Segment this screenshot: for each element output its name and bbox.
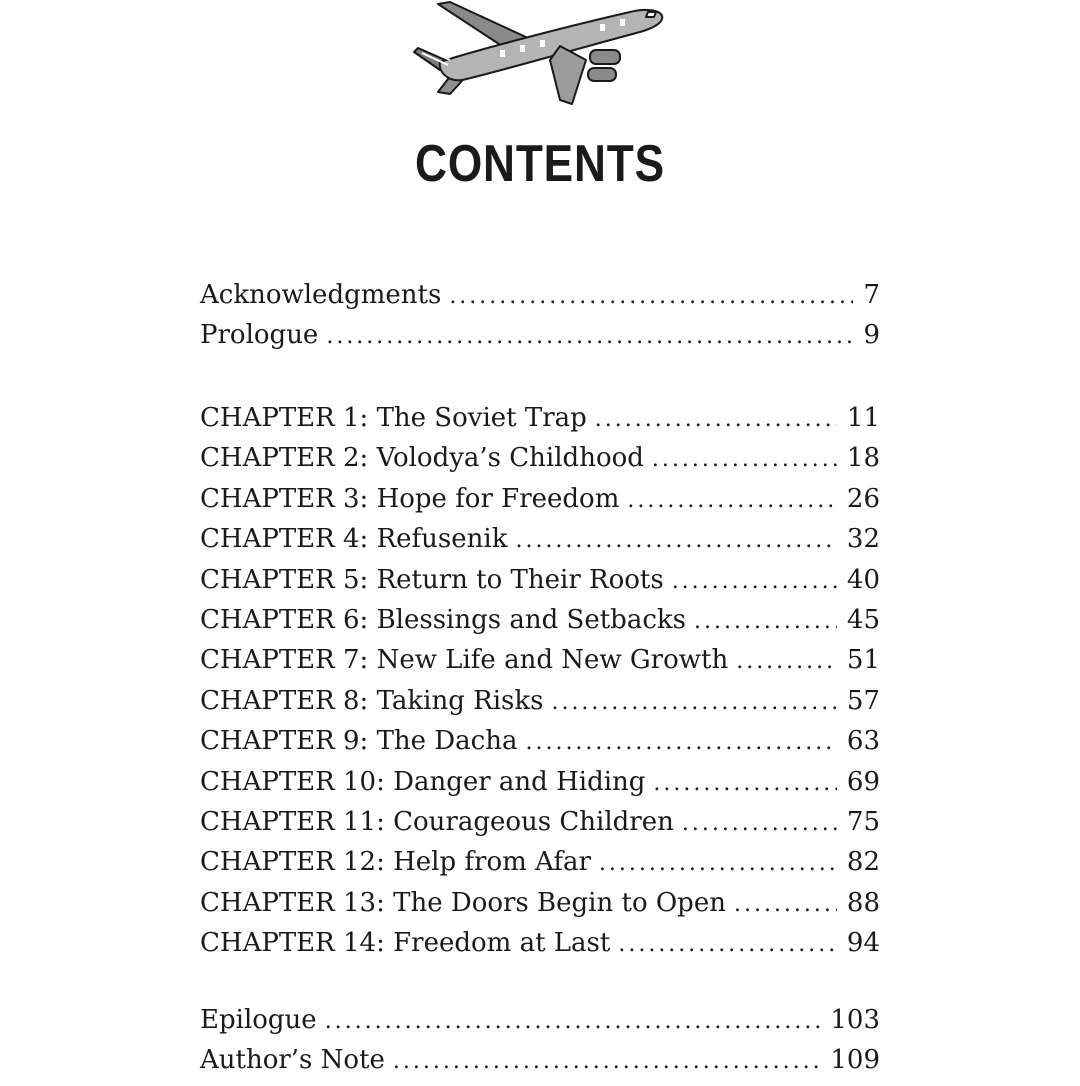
dot-leader xyxy=(618,932,837,957)
toc-entry xyxy=(200,320,880,360)
toc-entry-page: 94 xyxy=(846,928,880,959)
toc-entry-page: 11 xyxy=(846,403,880,433)
toc-entry xyxy=(200,443,880,483)
dot-leader xyxy=(682,811,837,836)
toc-entry-page: 26 xyxy=(846,483,880,514)
toc-entry xyxy=(200,807,880,847)
dot-leader xyxy=(515,528,836,553)
toc-entry-page: 82 xyxy=(846,847,880,878)
toc-entry-label: CHAPTER 11: Courageous Children xyxy=(200,806,674,837)
toc-entry-label: CHAPTER 10: Danger and Hiding xyxy=(200,766,646,797)
toc-entry-page: 75 xyxy=(846,806,880,837)
airplane-icon xyxy=(410,0,670,110)
toc-entry xyxy=(200,645,880,685)
back-matter-list xyxy=(200,1005,880,1086)
page-title: CONTENTS xyxy=(415,135,665,193)
toc-entry xyxy=(200,686,880,726)
toc-entry-page: 7 xyxy=(863,280,880,310)
dot-leader xyxy=(326,324,853,349)
toc-entry-label: CHAPTER 14: Freedom at Last xyxy=(200,928,611,959)
dot-leader xyxy=(551,690,836,715)
toc-entry xyxy=(200,726,880,766)
toc-entry-label: CHAPTER 3: Hope for Freedom xyxy=(200,483,620,514)
toc-entry-label: Author’s Note xyxy=(200,1045,385,1076)
front-matter-list xyxy=(200,280,880,361)
toc-entry-label: CHAPTER 13: The Doors Begin to Open xyxy=(200,887,726,918)
toc-entry xyxy=(200,403,880,443)
toc-entry xyxy=(200,847,880,887)
dot-leader xyxy=(653,771,836,796)
toc-entry-page: 103 xyxy=(830,1005,880,1035)
toc-entry xyxy=(200,484,880,524)
toc-entry-page: 18 xyxy=(846,443,880,474)
toc-entry xyxy=(200,767,880,807)
dot-leader xyxy=(672,569,837,594)
toc-entry-page: 40 xyxy=(846,564,880,595)
toc-entry-label: Acknowledgments xyxy=(200,280,442,310)
dot-leader xyxy=(734,892,837,917)
toc-entry-label: CHAPTER 8: Taking Risks xyxy=(200,685,544,716)
dot-leader xyxy=(525,730,836,755)
toc-entry-page: 63 xyxy=(846,726,880,757)
toc-entry-label: CHAPTER 7: New Life and New Growth xyxy=(200,645,729,676)
toc-entry xyxy=(200,1005,880,1045)
toc-entry-label: CHAPTER 5: Return to Their Roots xyxy=(200,564,664,595)
dot-leader xyxy=(325,1009,821,1034)
toc-entry xyxy=(200,524,880,564)
toc-entry-page: 69 xyxy=(846,766,880,797)
toc-entry-label: CHAPTER 9: The Dacha xyxy=(200,726,518,757)
toc-entry-page: 109 xyxy=(830,1045,880,1076)
toc-entry-label: Epilogue xyxy=(200,1005,317,1035)
chapter-list xyxy=(200,403,880,968)
toc-entry-page: 57 xyxy=(846,685,880,716)
dot-leader xyxy=(652,447,837,472)
toc-entry xyxy=(200,928,880,968)
toc-entry xyxy=(200,888,880,928)
toc-entry-label: CHAPTER 12: Help from Afar xyxy=(200,847,591,878)
dot-leader xyxy=(694,609,837,634)
toc-entry-page: 9 xyxy=(863,320,880,351)
toc-entry-label: Prologue xyxy=(200,320,319,351)
toc-entry xyxy=(200,280,880,320)
toc-entry xyxy=(200,565,880,605)
toc-entry-label: CHAPTER 4: Refusenik xyxy=(200,524,508,555)
toc-entry-label: CHAPTER 1: The Soviet Trap xyxy=(200,403,587,433)
dot-leader xyxy=(627,488,837,513)
dot-leader xyxy=(595,407,837,432)
toc-entry-page: 45 xyxy=(846,604,880,635)
dot-leader xyxy=(449,284,853,309)
toc-entry-label: CHAPTER 6: Blessings and Setbacks xyxy=(200,604,686,635)
dot-leader xyxy=(393,1049,820,1074)
toc-entry-label: CHAPTER 2: Volodya’s Childhood xyxy=(200,443,644,474)
toc-entry-page: 51 xyxy=(846,645,880,676)
toc-entry xyxy=(200,605,880,645)
toc-entry-page: 88 xyxy=(846,887,880,918)
toc-entry-page: 32 xyxy=(846,524,880,555)
dot-leader xyxy=(599,851,837,876)
dot-leader xyxy=(736,649,837,674)
